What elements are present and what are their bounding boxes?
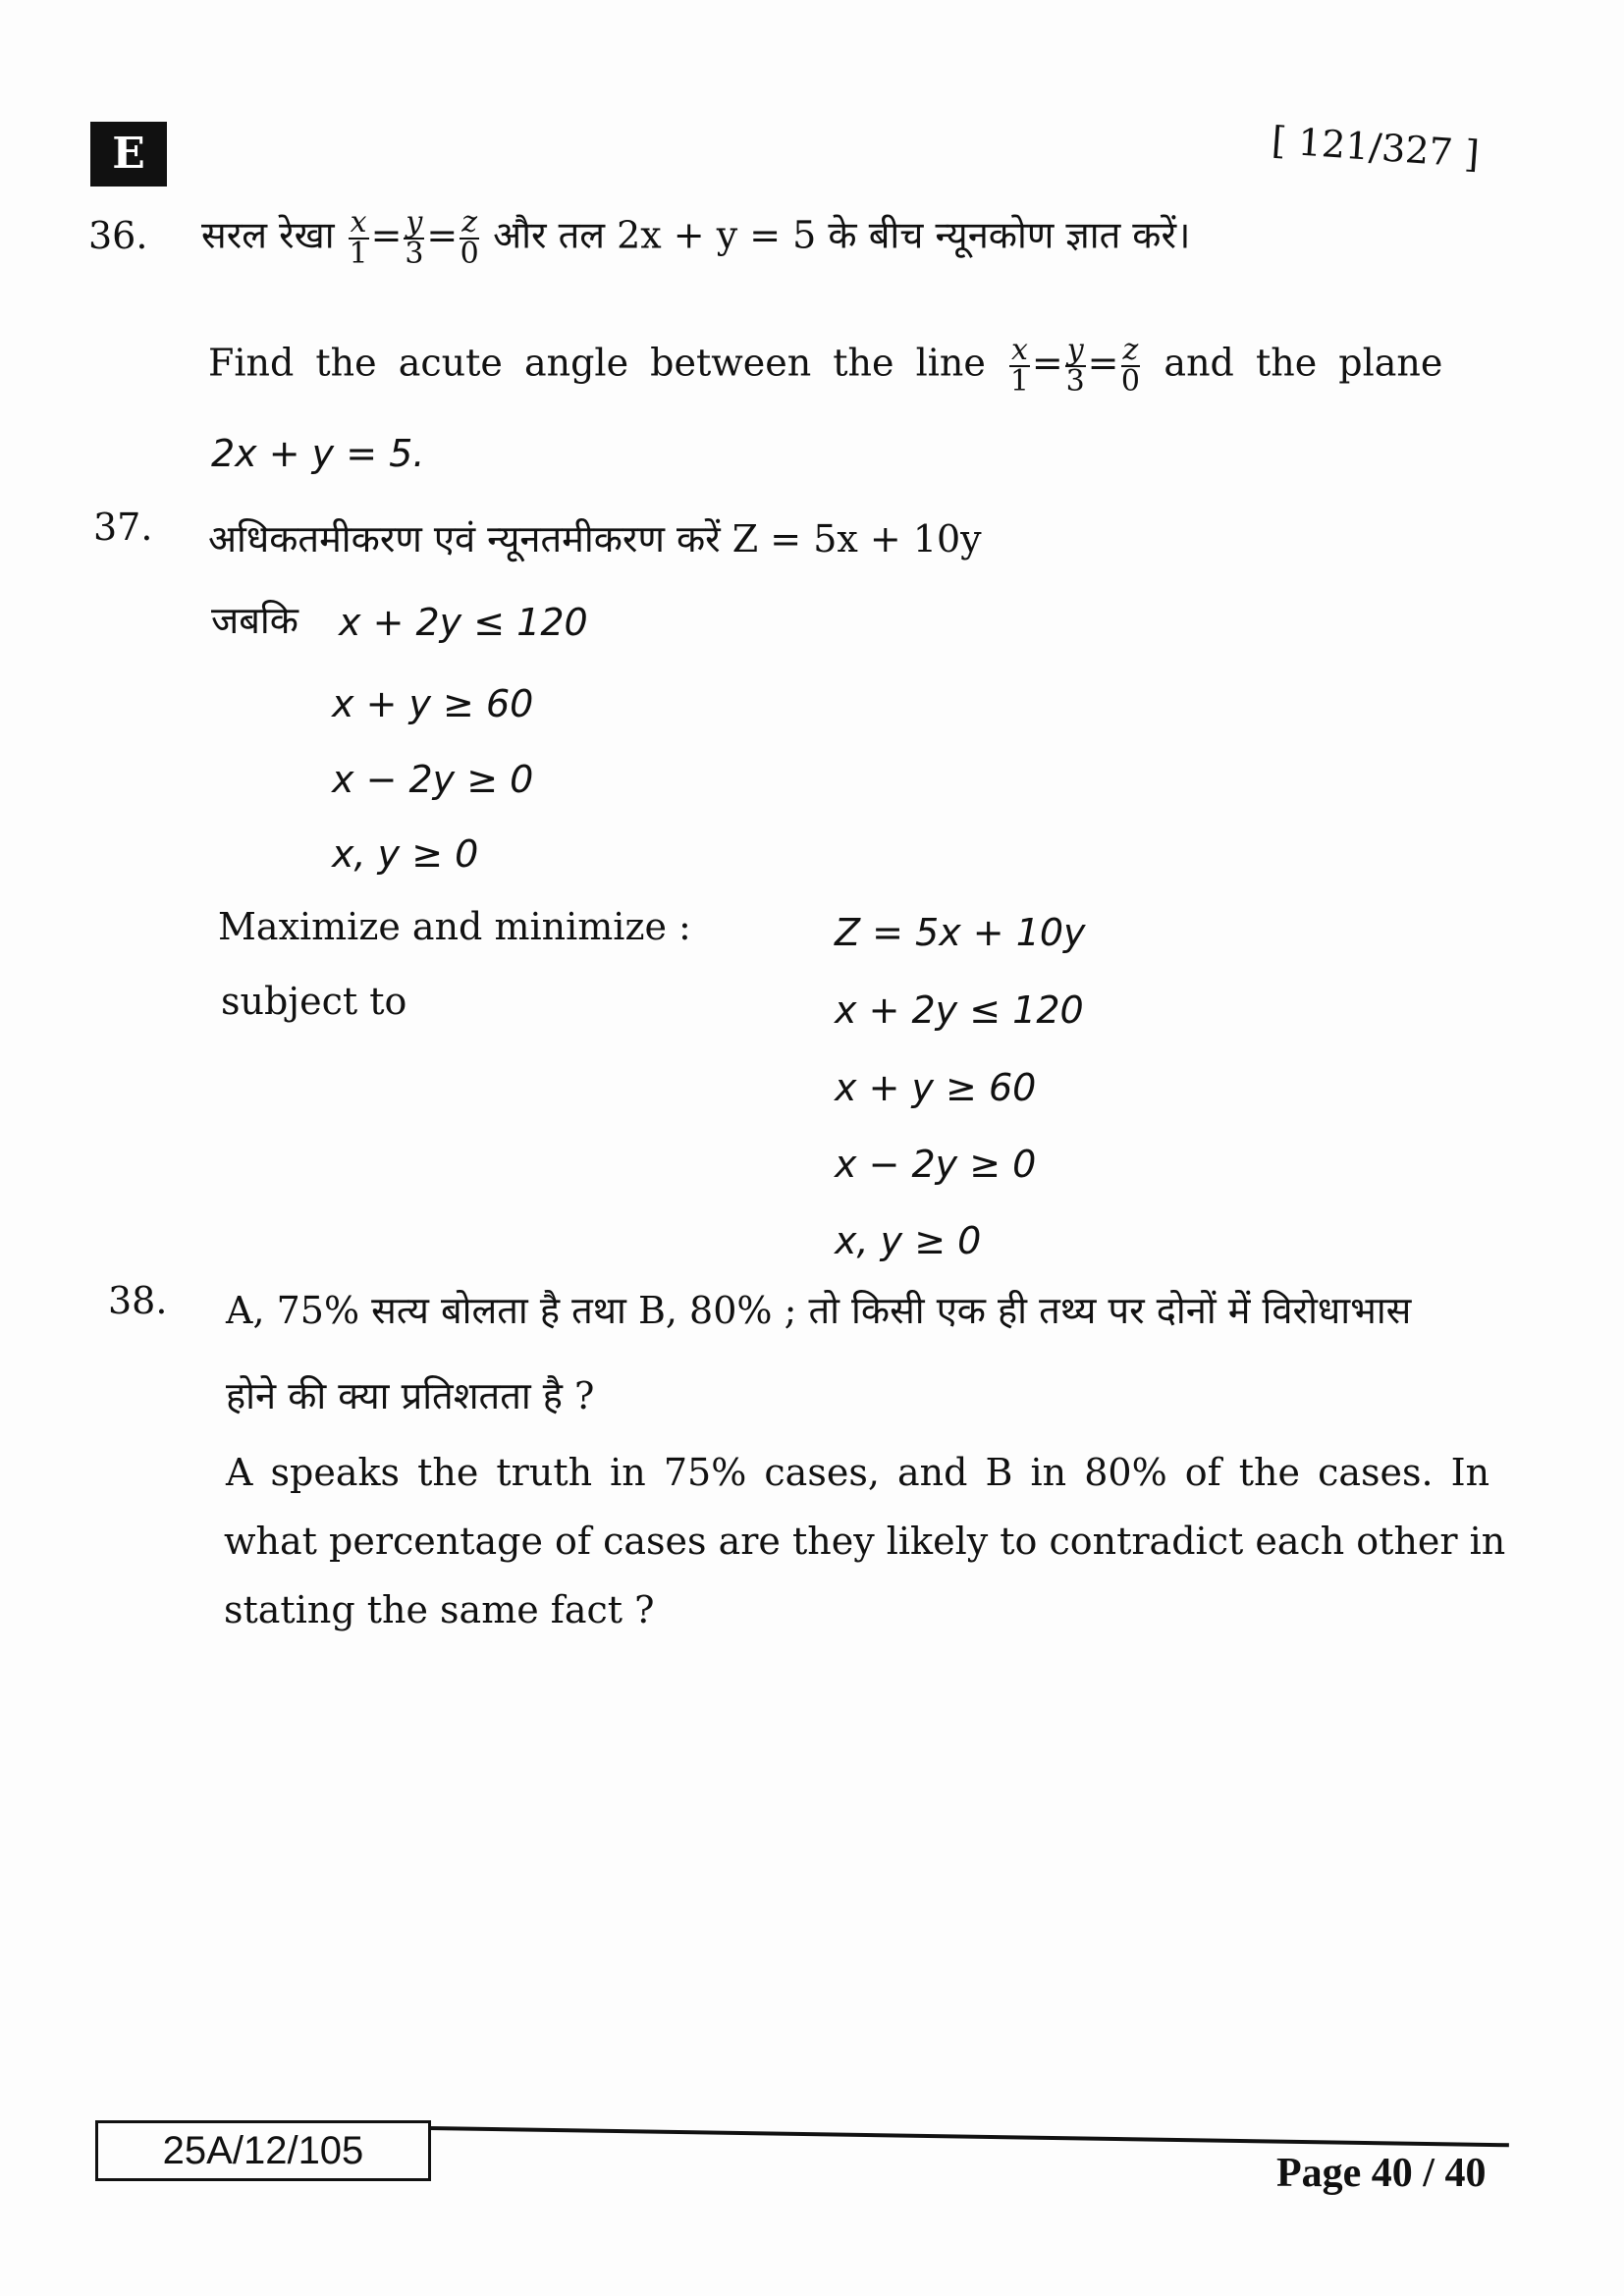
constraint: x + 2y ≤ 120 bbox=[339, 601, 588, 644]
section-badge: E bbox=[90, 122, 167, 187]
question-38-hindi-line: A, 75% सत्य बोलता है तथा B, 80% ; तो किसी एक ही तथ्य पर दोनों में विरोधाभास bbox=[226, 1289, 1412, 1332]
paper-code-box: 25A/12/105 bbox=[95, 2120, 431, 2181]
question-38-english-line: what percentage of cases are they likely to contradict each other in bbox=[224, 1520, 1506, 1563]
hindi-subject-to: जबकि bbox=[211, 599, 298, 642]
constraint: x − 2y ≥ 0 bbox=[835, 1143, 1037, 1186]
constraint: x + y ≥ 60 bbox=[835, 1066, 1037, 1109]
constraint: x + 2y ≤ 120 bbox=[835, 988, 1084, 1032]
fraction: $\frac{y}{3}$ bbox=[1065, 333, 1085, 399]
question-38-english-line: stating the same fact ? bbox=[224, 1588, 655, 1631]
fraction: $\frac{x}{1}$ bbox=[1009, 333, 1029, 399]
fraction: $\frac{z}{0}$ bbox=[1120, 333, 1140, 399]
english-subject-to: subject to bbox=[221, 980, 407, 1023]
constraint: x − 2y ≥ 0 bbox=[332, 758, 534, 801]
paper-code-header: [ 121/327 ] bbox=[1270, 118, 1481, 177]
question-number: 38. bbox=[108, 1279, 168, 1322]
hindi-text: और तल 2x + y = 5 के बीच न्यूनकोण ज्ञात करें। bbox=[493, 213, 1191, 257]
equation: 2x + y = 5. bbox=[211, 432, 425, 475]
hindi-text: सरल रेखा bbox=[201, 213, 335, 257]
question-37-hindi-title: अधिकतमीकरण एवं न्यूनतमीकरण करें Z = 5x + 10y bbox=[208, 517, 982, 561]
question-number: 36. bbox=[88, 214, 148, 257]
english-text: and the plane bbox=[1164, 341, 1443, 385]
question-36-english: Find the acute angle between the line $\frac{x}{1}$ = $\frac{y}{3}$ = $\frac{z}{0}$ and the plane bbox=[208, 333, 1443, 399]
question-38-hindi-line: होने की क्या प्रतिशतता है ? bbox=[226, 1374, 595, 1417]
fraction: $\frac{x}{1}$ bbox=[349, 205, 368, 271]
constraint: x, y ≥ 0 bbox=[332, 832, 479, 876]
english-text: Find the acute angle between the line bbox=[208, 341, 986, 385]
question-38-english-line: A speaks the truth in 75% cases, and B in 80% of the cases. In bbox=[226, 1451, 1490, 1494]
constraint: x, y ≥ 0 bbox=[835, 1219, 982, 1262]
question-number: 37. bbox=[93, 506, 153, 549]
constraint: x + y ≥ 60 bbox=[332, 682, 534, 725]
question-36-hindi: सरल रेखा $\frac{x}{1}$ = $\frac{y}{3}$ = $\frac{z}{0}$ और तल 2x + y = 5 के बीच न्यूनकोण ज्ञात करें। bbox=[201, 205, 1191, 271]
fraction: $\frac{y}{3}$ bbox=[405, 205, 424, 271]
footer-rule bbox=[429, 2126, 1509, 2147]
objective: Z = 5x + 10y bbox=[835, 911, 1086, 954]
english-title: Maximize and minimize : bbox=[218, 905, 691, 948]
page-number: Page 40 / 40 bbox=[1276, 2151, 1487, 2196]
fraction: $\frac{z}{0}$ bbox=[460, 205, 479, 271]
